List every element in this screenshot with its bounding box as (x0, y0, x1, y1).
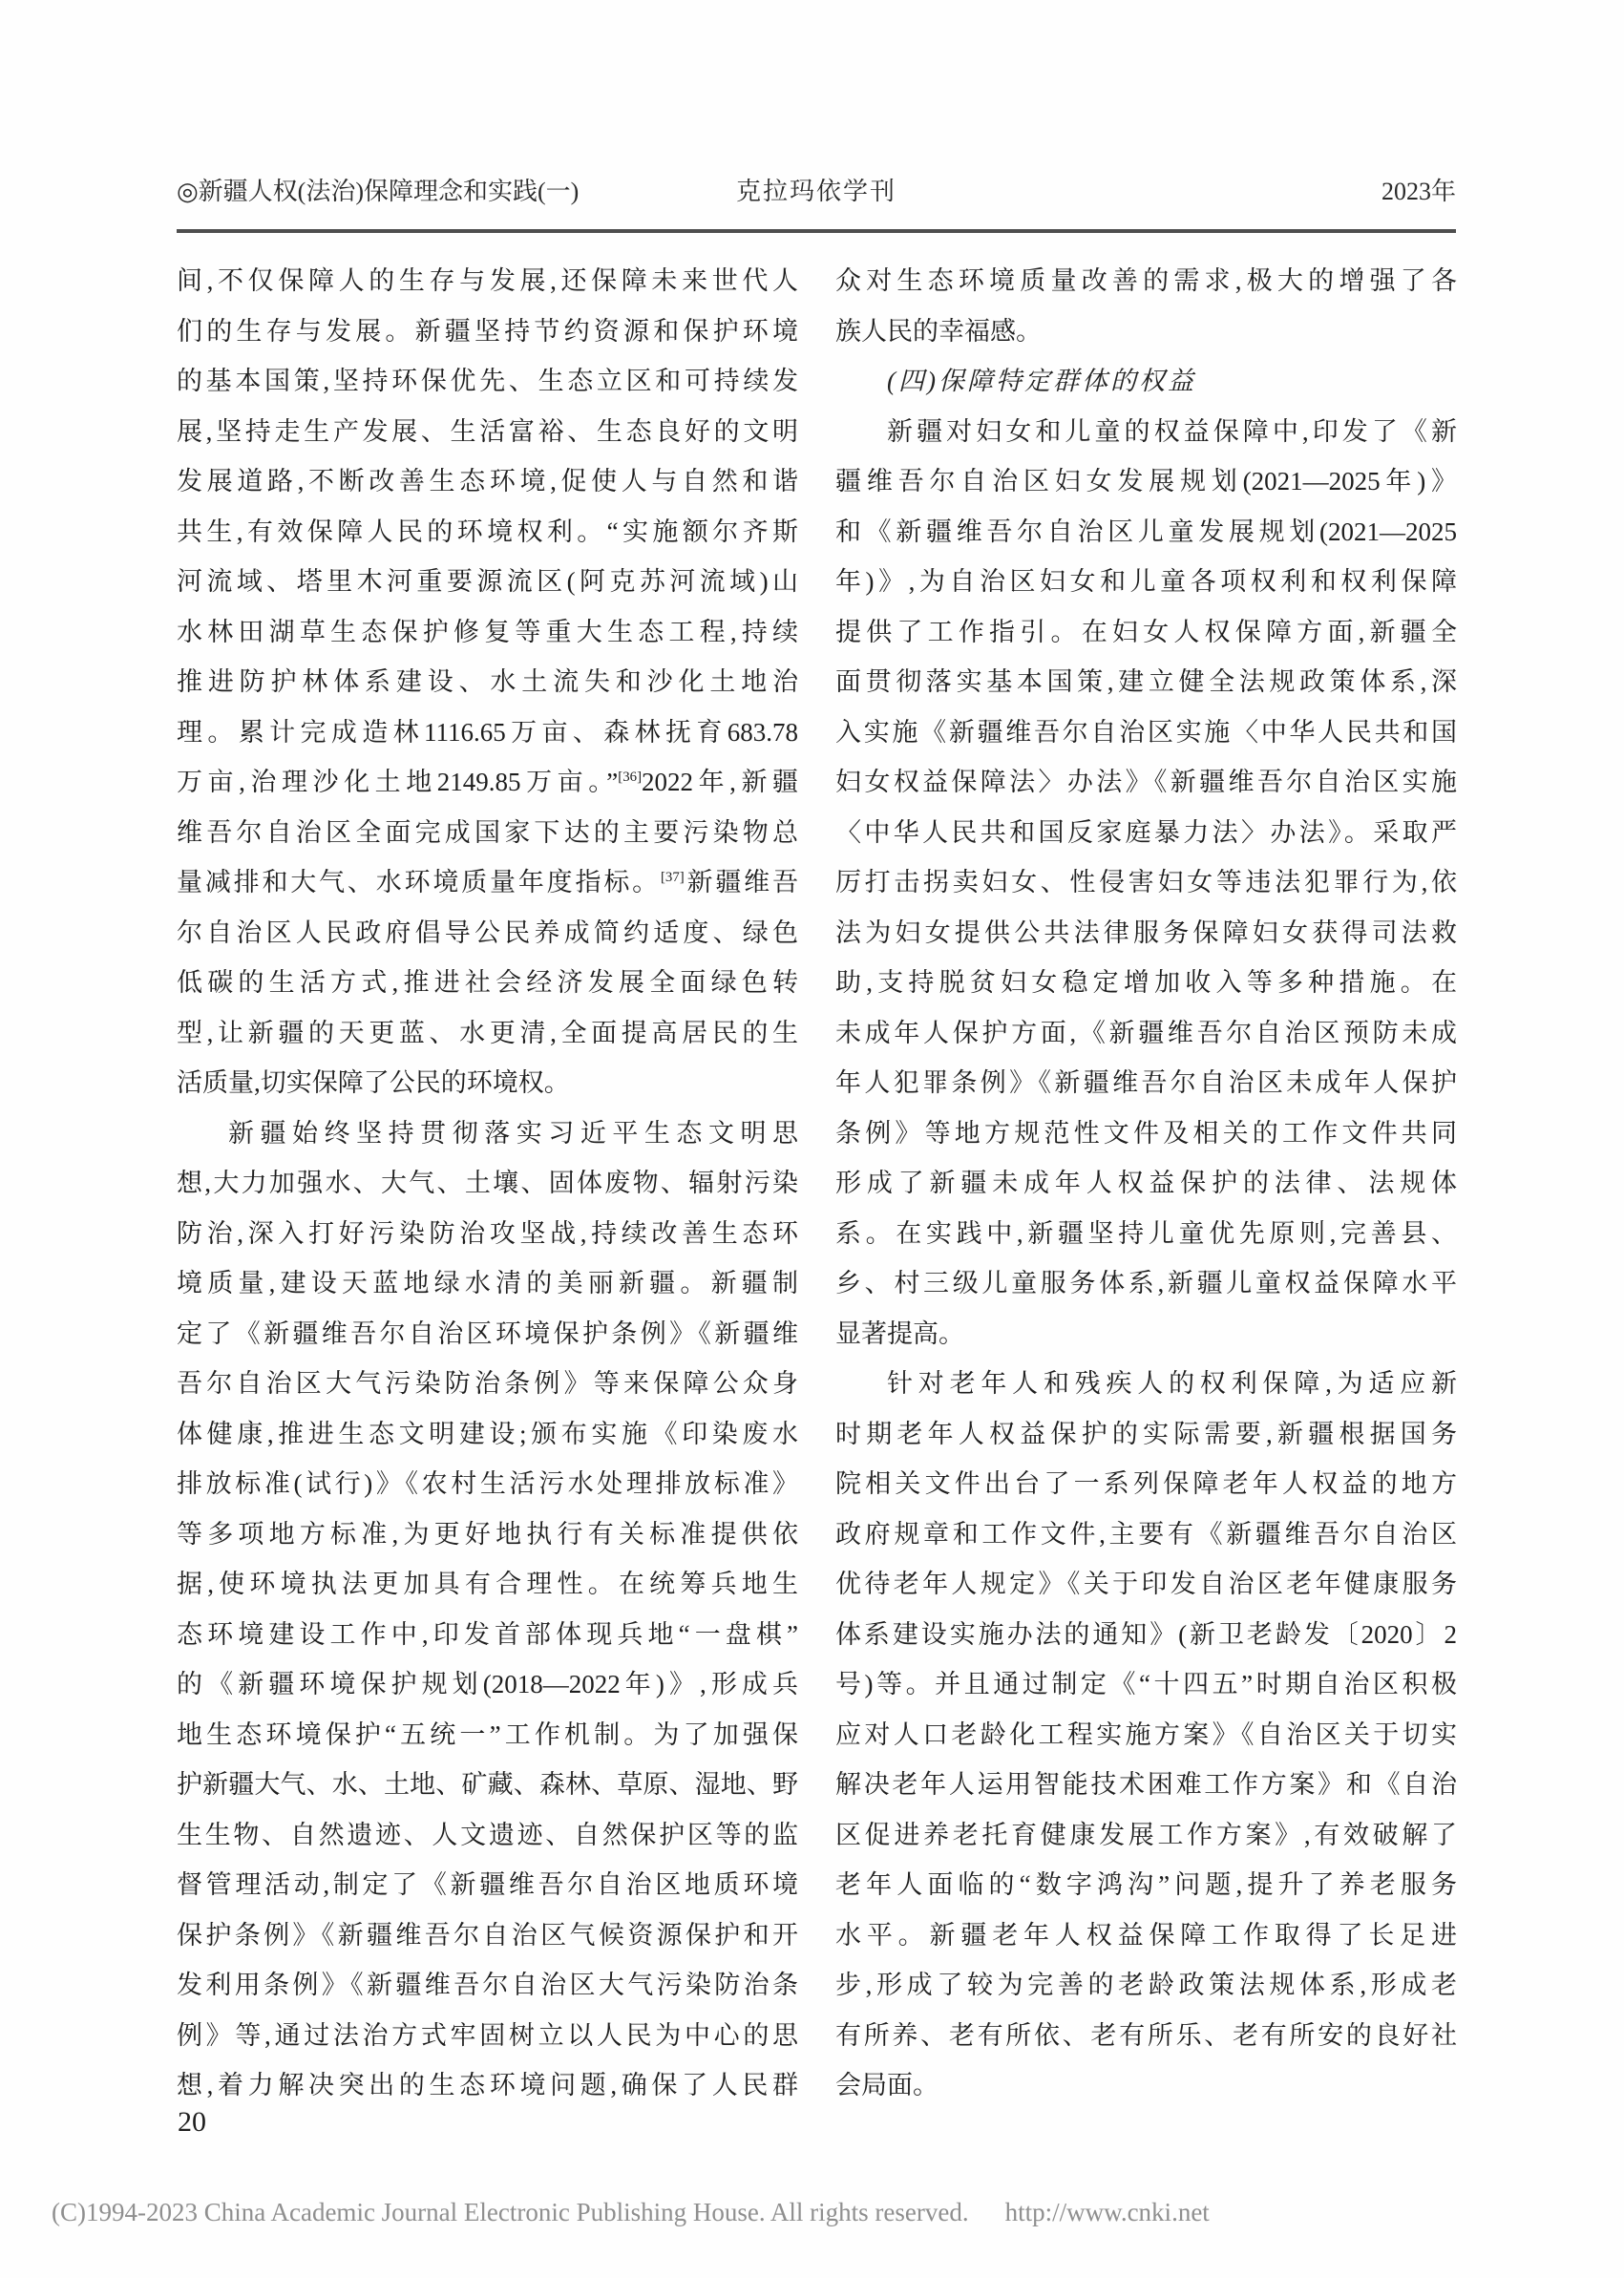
text-line: 〈中华人民共和国反家庭暴力法〉办法》。采取严 (835, 817, 1457, 847)
text-line: 态环境建设工作中,印发首部体现兵地“一盘棋” (177, 1619, 798, 1649)
text-line: 尔自治区人民政府倡导公民养成简约适度、绿色 (177, 918, 798, 947)
text-line: 据,使环境执法更加具有合理性。在统筹兵地生 (177, 1570, 798, 1598)
article-body (177, 256, 1457, 2111)
running-head (177, 172, 1456, 207)
text-line: 和《新疆维吾尔自治区儿童发展规划(2021—2025 (835, 517, 1457, 546)
text-line: 体健康,推进生态文明建设;颁布实施《印染废水 (177, 1419, 798, 1448)
page-number: 20 (178, 2106, 206, 2138)
footer-url: http://www.cnki.net (1004, 2198, 1210, 2226)
text-line: 例》等,通过法治方式牢固树立以人民为中心的思 (177, 2020, 798, 2050)
text-line: 院相关文件出台了一系列保障老年人权益的地方 (835, 1469, 1457, 1498)
text-line: 针对老年人和残疾人的权利保障,为适应新 (887, 1369, 1457, 1398)
text-line: 乡、村三级儿童服务体系,新疆儿童权益保障水平 (835, 1269, 1457, 1297)
text-line: 理。累计完成造林1116.65万亩、森林抚育683.78 (177, 717, 798, 747)
text-line: 保护条例》《新疆维吾尔自治区气候资源保护和开 (177, 1920, 798, 1950)
text-line: 未成年人保护方面,《新疆维吾尔自治区预防未成 (835, 1018, 1457, 1047)
text-line: 发展道路,不断改善生态环境,促使人与自然和谐 (177, 467, 798, 496)
text-line: 排放标准(试行)》《农村生活污水处理排放标准》 (177, 1469, 798, 1498)
text-line: 型,让新疆的天更蓝、水更清,全面提高居民的生 (177, 1018, 798, 1047)
header-journal-name: 克拉玛依学刊 (736, 178, 897, 205)
text-line: 众对生态环境质量改善的需求,极大的增强了各 (835, 266, 1457, 295)
text-line: 万亩,治理沙化土地2149.85万亩。”[36]2022年,新疆 (177, 768, 798, 796)
text-line: 老年人面临的“数字鸿沟”问题,提升了养老服务 (835, 1870, 1457, 1899)
text-line: 条例》等地方规范性文件及相关的工作文件共同 (835, 1118, 1457, 1148)
text-line: 督管理活动,制定了《新疆维吾尔自治区地质环境 (177, 1870, 798, 1899)
text-line: 的基本国策,坚持环保优先、生态立区和可持续发 (177, 367, 798, 395)
text-line: 低碳的生活方式,推进社会经济发展全面绿色转 (177, 968, 798, 997)
text-line: 的《新疆环境保护规划(2018—2022年)》,形成兵 (177, 1670, 798, 1698)
text-line: 间,不仅保障人的生存与发展,还保障未来世代人 (177, 266, 798, 295)
text-line: 系。在实践中,新疆坚持儿童优先原则,完善县、 (835, 1218, 1457, 1248)
text-line: 区促进养老托育健康发展工作方案》,有效破解了 (835, 1820, 1457, 1849)
text-line: 妇女权益保障法〉办法》《新疆维吾尔自治区实施 (835, 768, 1457, 796)
text-line: 提供了工作指引。在妇女人权保障方面,新疆全 (835, 617, 1457, 646)
text-line: 水平。新疆老年人权益保障工作取得了长足进 (835, 1920, 1457, 1950)
text-line: 境质量,建设天蓝地绿水清的美丽新疆。新疆制 (177, 1269, 798, 1297)
text-line: 应对人口老龄化工程实施方案》《自治区关于切实 (835, 1719, 1457, 1749)
text-line: 助,支持脱贫妇女稳定增加收入等多种措施。在 (835, 968, 1457, 997)
text-line: 展,坚持走生产发展、生活富裕、生态良好的文明 (177, 416, 798, 446)
text-line: 政府规章和工作文件,主要有《新疆维吾尔自治区 (835, 1519, 1457, 1549)
text-line: 有所养、老有所依、老有所乐、老有所安的良好社 (835, 2020, 1457, 2050)
header-year: 2023年 (1381, 178, 1457, 205)
text-line: 优待老年人规定》《关于印发自治区老年健康服务 (835, 1570, 1457, 1598)
text-line: 生生物、自然遗迹、人文遗迹、自然保护区等的监 (177, 1820, 798, 1849)
text-line: 水林田湖草生态保护修复等重大生态工程,持续 (177, 617, 798, 646)
text-line: 入实施《新疆维吾尔自治区实施〈中华人民共和国 (835, 717, 1457, 747)
text-line: 想,着力解决突出的生态环境问题,确保了人民群 (177, 2071, 798, 2099)
header-rule (177, 229, 1456, 233)
text-line: 们的生存与发展。新疆坚持节约资源和保护环境 (177, 316, 798, 346)
section-heading: (四)保障特定群体的权益 (887, 367, 1196, 395)
text-line: 活质量,切实保障了公民的环境权。 (177, 1068, 570, 1097)
text-line: 护新疆大气、水、土地、矿藏、森林、草原、湿地、野 (177, 1770, 798, 1799)
text-line: 维吾尔自治区全面完成国家下达的主要污染物总 (177, 817, 798, 847)
text-line: 发利用条例》《新疆维吾尔自治区大气污染防治条 (177, 1971, 798, 1999)
text-line: 解决老年人运用智能技术困难工作方案》和《自治 (835, 1770, 1457, 1799)
copyright-text: (C)1994-2023 China Academic Journal Electronic Publishing House. All rights reserved. (52, 2198, 969, 2226)
footnote-ref: [36] (618, 770, 643, 785)
text-line: 疆维吾尔自治区妇女发展规划(2021—2025年)》 (835, 467, 1457, 496)
text-line: 共生,有效保障人民的环境权利。“实施额尔齐斯 (177, 517, 798, 546)
text-line: 法为妇女提供公共法律服务保障妇女获得司法救 (835, 918, 1457, 947)
text-line: 推进防护林体系建设、水土流失和沙化土地治 (177, 667, 798, 696)
text-line: 防治,深入打好污染防治攻坚战,持续改善生态环 (177, 1218, 798, 1248)
text-line: 体系建设实施办法的通知》(新卫老龄发〔2020〕2 (835, 1619, 1457, 1649)
text-line: 河流域、塔里木河重要源流区(阿克苏河流域)山 (177, 567, 798, 596)
text-line: 年人犯罪条例》《新疆维吾尔自治区未成年人保护 (835, 1068, 1457, 1097)
text-line: 想,大力加强水、大气、土壤、固体废物、辐射污染 (177, 1169, 798, 1197)
text-line: 时期老年人权益保护的实际需要,新疆根据国务 (835, 1419, 1457, 1448)
text-line: 面贯彻落实基本国策,建立健全法规政策体系,深 (835, 667, 1457, 696)
text-line: 吾尔自治区大气污染防治条例》等来保障公众身 (177, 1369, 798, 1398)
column-left (177, 256, 798, 2111)
text-line: 量减排和大气、水环境质量年度指标。[37]新疆维吾 (177, 868, 798, 896)
footnote-ref: [37] (660, 870, 685, 885)
text-line: 显著提高。 (835, 1318, 964, 1348)
text-line: 年)》,为自治区妇女和儿童各项权利和权利保障 (835, 567, 1457, 596)
text-line: 新疆始终坚持贯彻落实习近平生态文明思 (228, 1118, 798, 1148)
text-line: 厉打击拐卖妇女、性侵害妇女等违法犯罪行为,依 (835, 868, 1457, 896)
column-right (835, 256, 1457, 2111)
text-line: 会局面。 (835, 2071, 939, 2099)
text-line: 族人民的幸福感。 (835, 316, 1042, 346)
page-footer (52, 2198, 1579, 2227)
text-line: 号)等。并且通过制定《“十四五”时期自治区积极 (835, 1670, 1457, 1698)
text-line: 形成了新疆未成年人权益保护的法律、法规体 (835, 1169, 1457, 1197)
text-line: 定了《新疆维吾尔自治区环境保护条例》《新疆维 (177, 1318, 798, 1348)
text-line: 新疆对妇女和儿童的权益保障中,印发了《新 (887, 416, 1457, 446)
text-line: 步,形成了较为完善的老龄政策法规体系,形成老 (835, 1971, 1457, 1999)
header-article-series: ◎新疆人权(法治)保障理念和实践(一) (177, 178, 580, 205)
text-line: 地生态环境保护“五统一”工作机制。为了加强保 (177, 1719, 798, 1749)
text-line: 等多项地方标准,为更好地执行有关标准提供依 (177, 1519, 798, 1549)
